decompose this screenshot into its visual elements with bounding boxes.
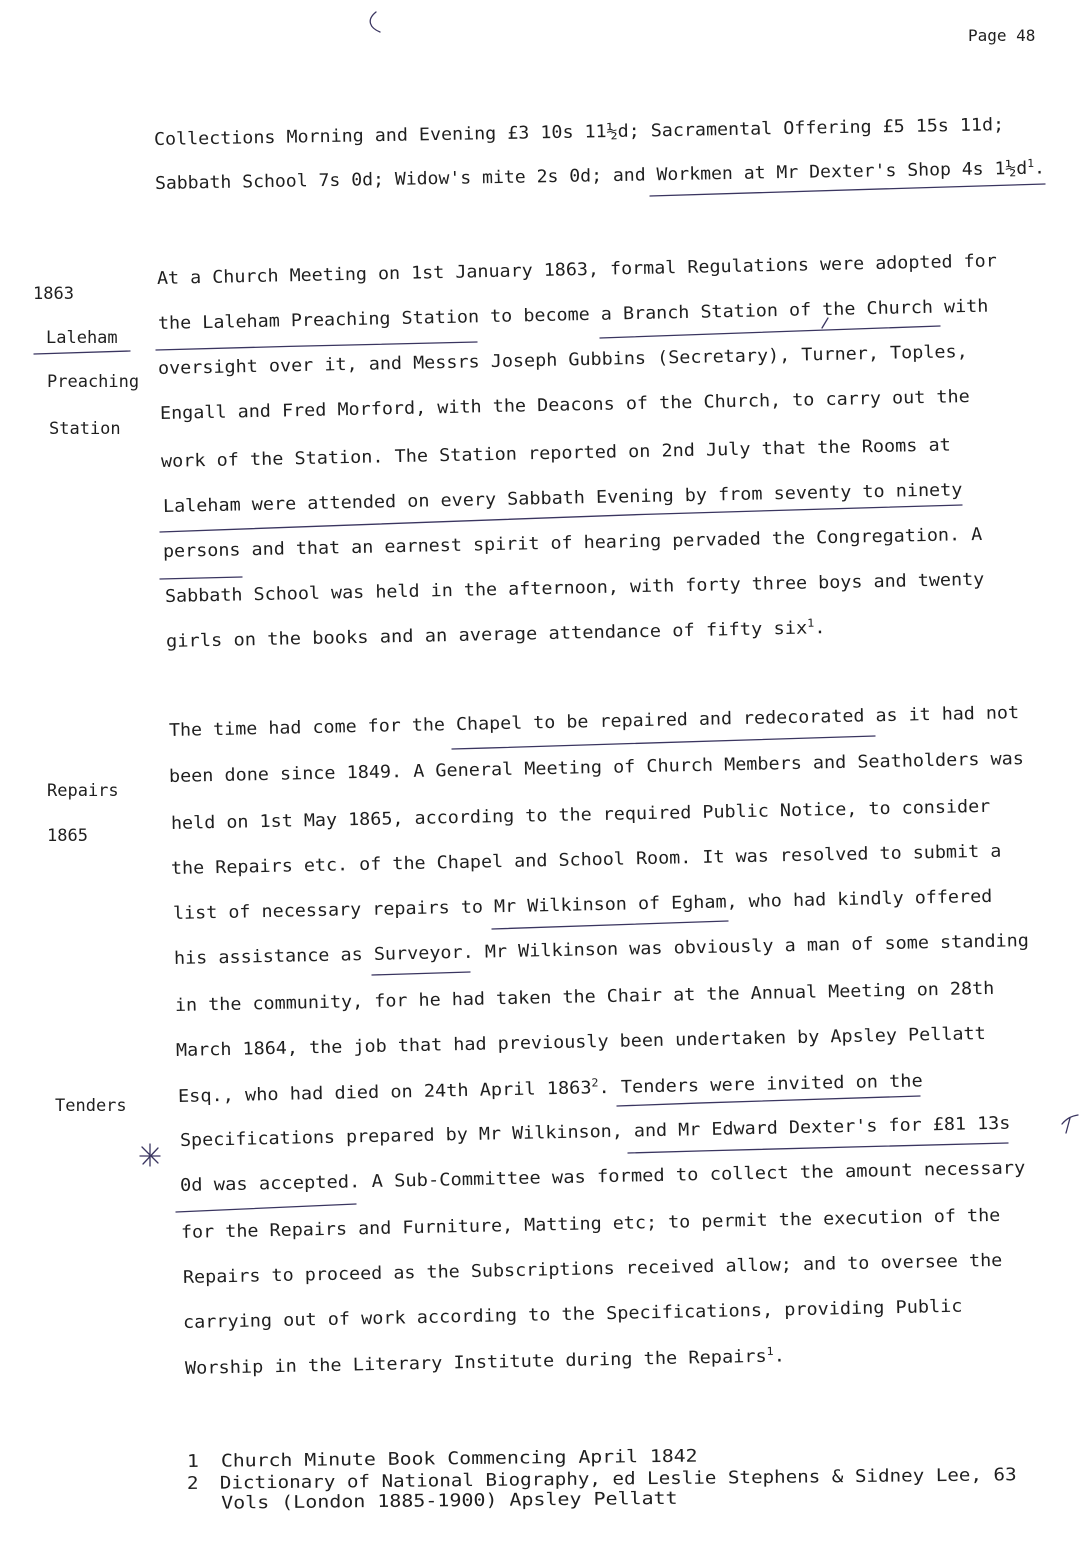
underline-edward-dexter <box>628 1143 1008 1153</box>
body-line <box>161 435 951 472</box>
body-line-text: The time had come for the Chapel to be repaired and redecorated as it had not <box>168 703 1020 741</box>
body-line-text: for the Repairs and Furniture, Matting etc; to permit the execution of the <box>180 1205 1001 1243</box>
body-line-text: Esq., who had died on 24th April 1863 <box>177 1078 592 1107</box>
body-line <box>175 979 995 1016</box>
body-line <box>163 480 963 517</box>
underline-branch-station <box>600 326 940 338</box>
footnote-reference: 1 <box>1027 156 1035 170</box>
body-line <box>171 842 1002 879</box>
body-line <box>154 115 1004 150</box>
footnote-reference: 1 <box>766 1344 774 1358</box>
body-line-text: Laleham were attended on every Sabbath Evening by from seventy to ninety <box>162 480 963 517</box>
body-line-text: the Laleham Preaching Station to become a Branch Station of the Church with <box>157 296 989 334</box>
footnote-number: 1 <box>186 1451 200 1472</box>
underline-chapel-repaired <box>452 736 875 749</box>
body-line-text: list of necessary repairs to Mr Wilkinson of Egham, who had kindly offered <box>172 886 993 924</box>
body-line <box>169 749 1024 787</box>
body-line <box>165 570 985 607</box>
body-line-text: Collections Morning and Evening £3 10s 11½d; Sacramental Offering £5 15s 11d; <box>153 115 1005 150</box>
footnote <box>187 1489 678 1514</box>
body-line-text: persons and that an earnest spirit of hearing pervaded the Congregation. A <box>162 524 983 562</box>
body-line <box>183 1297 963 1333</box>
body-line-tail: . <box>1033 158 1046 179</box>
page-number: Page 48 <box>968 26 1036 45</box>
body-line <box>181 1206 1001 1243</box>
body-line <box>173 887 993 924</box>
body-line-text: Specifications prepared by Mr Wilkinson, and Mr Edward Dexter's for £81 13s <box>179 1113 1011 1151</box>
body-line-text: carrying out of work according to the Specifications, providing Public <box>182 1296 963 1333</box>
body-line-text: oversight over it, and Messrs Joseph Gubbins (Secretary), Turner, Toples, <box>157 342 968 379</box>
body-line-tail: . Tenders were invited on the <box>598 1071 923 1099</box>
body-line-tail: . <box>814 618 826 639</box>
footnote-number: 2 <box>186 1473 199 1494</box>
body-line <box>160 387 970 424</box>
footnote-text: Vols (London 1885-1900) Apsley Pellatt <box>221 1488 678 1514</box>
body-line-text: his assistance as Surveyor. Mr Wilkinson was obviously a man of some standing <box>173 931 1030 969</box>
body-line-text: March 1864, the job that had previously been undertaken by Apsley Pellatt <box>175 1024 986 1061</box>
body-line-text: Repairs to proceed as the Subscriptions received allow; and to oversee the <box>182 1250 1003 1288</box>
footnote-reference: 2 <box>591 1076 599 1090</box>
body-line-text: work of the Station. The Station reported on 2nd July that the Rooms at <box>160 435 951 472</box>
body-line-text: Sabbath School 7s 0d; Widow's mite 2s 0d; and Workmen at Mr Dexter's Shop 4s 1½d <box>154 158 1028 194</box>
footnote <box>187 1447 698 1472</box>
footnote-text: Dictionary of National Biography, ed Leslie Stephens & Sidney Lee, 63 <box>219 1465 1017 1494</box>
underline-persons <box>160 577 242 579</box>
body-line-text: held on 1st May 1865, according to the required Public Notice, to consider <box>170 796 991 834</box>
margin-note: 1863 <box>33 284 74 304</box>
body-line-text: girls on the books and an average attendance of fifty six <box>165 618 808 652</box>
margin-note: Repairs <box>47 781 119 801</box>
body-line-text: Worship in the Literary Institute during the Repairs <box>184 1346 767 1379</box>
underline-surveyor <box>372 972 470 975</box>
underline-laleham-margin <box>34 351 130 354</box>
body-line-text: the Repairs etc. of the Chapel and School Room. It was resolved to submit a <box>170 841 1002 879</box>
margin-note: Preaching <box>47 372 140 392</box>
body-line-text: in the community, for he had taken the Chair at the Annual Meeting on 28th <box>174 978 995 1016</box>
body-line <box>155 158 1045 194</box>
body-line <box>176 1024 986 1061</box>
footnote-reference: 1 <box>806 616 815 630</box>
margin-note: Station <box>49 419 121 439</box>
body-line <box>180 1158 1026 1196</box>
body-line <box>185 1346 785 1379</box>
margin-note: Laleham <box>46 328 118 348</box>
body-line <box>171 797 991 834</box>
body-line-text: Engall and Fred Morford, with the Deacons of the Church, to carry out the <box>159 387 970 424</box>
body-line-text: 0d was accepted. A Sub-Committee was formed to collect the amount necessary <box>179 1158 1026 1196</box>
underline-wilkinson-egham <box>492 921 728 929</box>
body-line <box>183 1251 1003 1288</box>
footnote-text: Church Minute Book Commencing April 1842 <box>220 1446 698 1472</box>
underline-tenders-invited <box>617 1096 920 1106</box>
body-line <box>169 703 1019 741</box>
mark-star <box>140 1144 160 1166</box>
underline-preaching-station <box>156 342 477 350</box>
underline-workmen <box>650 184 1045 196</box>
body-line <box>166 618 826 652</box>
body-line-text: Sabbath School was held in the afternoon, with forty three boys and twenty <box>164 569 985 607</box>
body-line-tail: . <box>773 1346 786 1367</box>
body-line <box>163 525 983 562</box>
margin-note: Tenders <box>55 1096 127 1116</box>
underline-accepted <box>176 1204 356 1212</box>
margin-note: 1865 <box>47 826 88 846</box>
body-line <box>158 297 989 334</box>
body-line <box>174 931 1029 969</box>
body-line <box>158 342 968 379</box>
mark-right-margin <box>1062 1115 1078 1133</box>
body-line-text: At a Church Meeting on 1st January 1863, formal Regulations were adopted for <box>156 251 997 289</box>
body-line <box>180 1114 1011 1151</box>
body-line-text: been done since 1849. A General Meeting of Church Members and Seatholders was <box>168 749 1025 787</box>
mark-top-arc <box>370 12 380 32</box>
body-line <box>178 1071 923 1107</box>
body-line <box>157 251 997 289</box>
